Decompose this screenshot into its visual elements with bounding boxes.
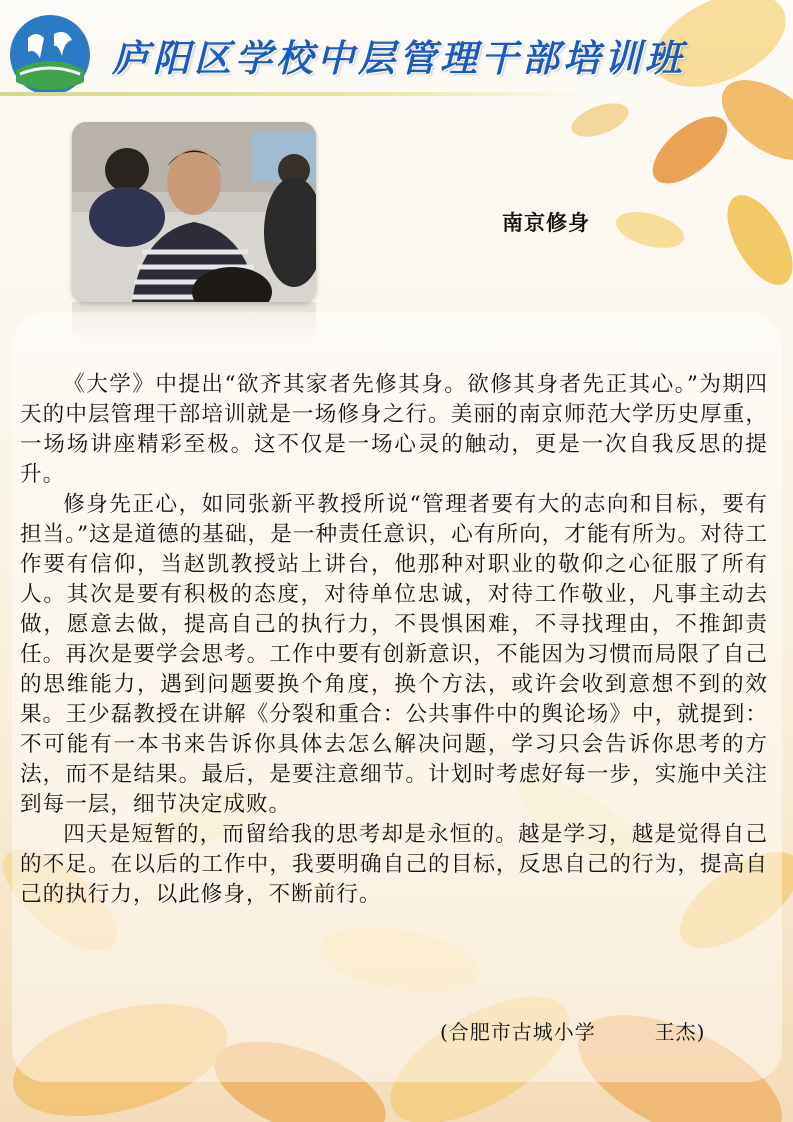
article-paragraph: 修身先正心，如同张新平教授所说“管理者要有大的志向和目标，要有担当。”这是道德的基础，是一种责任意识，心有所向，才能有所为。对待工作要有信仰，当赵凯教授站上讲台，他那种对职业的敬仰之心征服了所有人。其次是要有积极的态度，对待单位忠诚，对待工作敬业，凡事主动去做，愿意去做，提高自己的执行力，不畏惧困难，不寻找理由，不推卸责任。再次是要学会思考。工作中要有创新意识，不能因为习惯而局限了自己的思维能力，遇到问题要换个角度，换个方法，或许会收到意想不到的效果。王少磊教授在讲解《分裂和重合：公共事件中的舆论场》中，就提到：不可能有一本书来告诉你具体去怎么解决问题，学习只会告诉你思考的方法，而不是结果。最后，是要注意细节。计划时考虑好每一步，实施中关注到每一层，细节决定成败。 [20,492,768,817]
participant-photo [72,122,316,302]
photo-illustration [72,122,316,302]
author-signature: (合肥市古城小学 王杰) [440,1020,706,1044]
banner-title: 庐阳区学校中层管理干部培训班 [112,37,686,80]
article-body [20,370,768,910]
article-paragraph: 《大学》中提出“欲齐其家者先修其身。欲修其身者先正其心。”为期四天的中层管理干部培训就是一场修身之行。美丽的南京师范大学历史厚重，一场场讲座精彩至极。这不仅是一场心灵的触动，更是一次自我反思的提升。 [20,372,768,487]
title-underline [0,92,590,96]
article-paragraph: 四天是短暂的，而留给我的思考却是永恒的。越是学习，越是觉得自己的不足。在以后的工作中，我要明确自己的目标，反思自己的行为，提高自己的执行力，以此修身，不断前行。 [20,822,768,907]
article-title: 南京修身 [502,210,590,235]
school-district-logo [6,12,94,98]
